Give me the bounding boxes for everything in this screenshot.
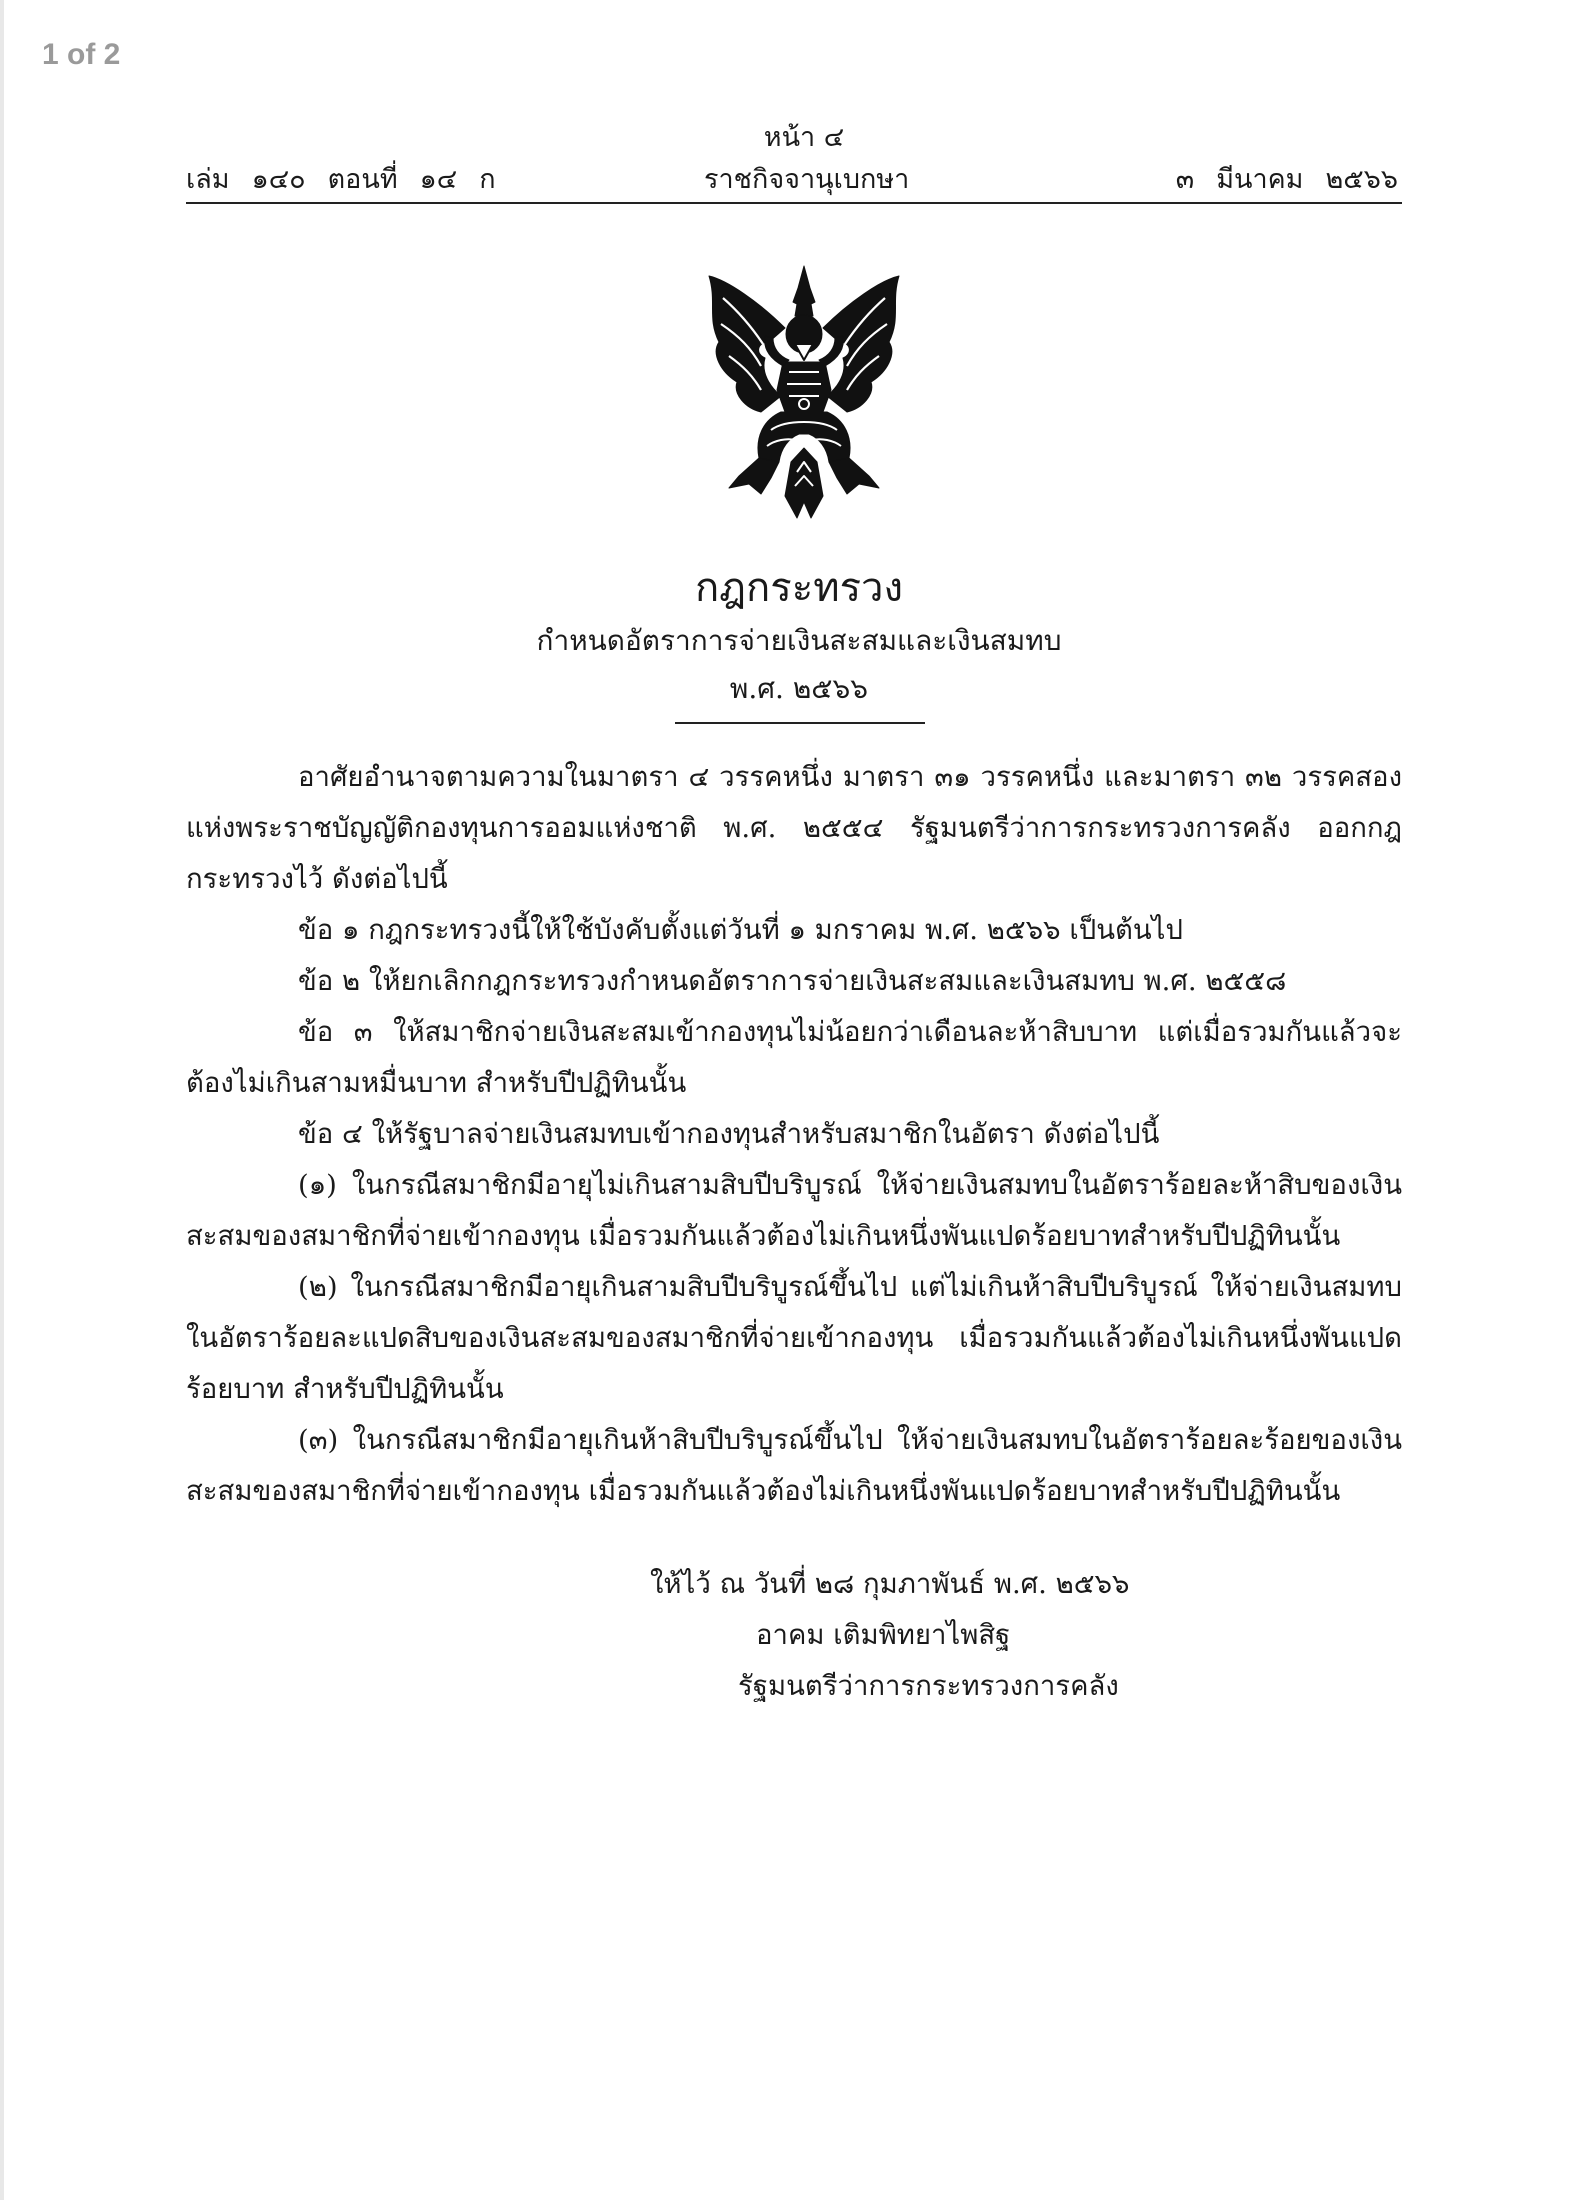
gazette-page [186,118,1402,1712]
gazette-date-day: ๓ [1175,164,1195,195]
clause-4-item-2: (๒) ในกรณีสมาชิกมีอายุเกินสามสิบปีบริบูรณ์ขึ้นไป แต่ไม่เกินห้าสิบปีบริบูรณ์ ให้จ่ายเงินสมทบในอัตราร้อยละแปดสิบของเงินสะสมของสมาชิกที่จ่ายเข้ากองทุน เมื่อรวมกันแล้วต้องไม่เกินหนึ่งพันแปดร้อยบาท สำหรับปีปฏิทินนั้น [186,1271,1402,1405]
gazette-date [1176,158,1398,202]
section-letter: ก [479,164,496,195]
clause-3: ข้อ ๓ ให้สมาชิกจ่ายเงินสะสมเข้ากองทุนไม่น้อยกว่าเดือนละห้าสิบบาท แต่เมื่อรวมกันแล้วจะต้องไม่เกินสามหมื่นบาท สำหรับปีปฏิทินนั้น [186,1016,1402,1099]
preamble-paragraph: อาศัยอำนาจตามความในมาตรา ๔ วรรคหนึ่ง มาตรา ๓๑ วรรคหนึ่ง และมาตรา ๓๒ วรรคสอง แห่งพระราชบัญญัติกองทุนการออมแห่งชาติ พ.ศ. ๒๕๕๔ รัฐมนตรีว่าการกระทรวงการคลัง ออกกฎกระทรวงไว้ ดังต่อไปนี้ [186,761,1402,895]
gazette-page-number: หน้า ๔ [763,122,845,153]
issue-label: ตอนที่ [327,164,398,195]
regulation-subtitle: กำหนดอัตราการจ่ายเงินสะสมและเงินสมทบ [536,624,1062,657]
volume-number: ๑๔๐ [251,164,306,195]
gazette-issue-info [186,158,518,202]
signature-date: ให้ไว้ ณ วันที่ ๒๘ กุมภาพันธ์ พ.ศ. ๒๕๖๖ [650,1568,1130,1600]
issue-number: ๑๔ [419,164,458,195]
garuda-emblem-icon [699,262,909,522]
signature-block [186,1559,1402,1712]
regulation-year: พ.ศ. ๒๕๖๖ [729,672,869,705]
clause-2: ข้อ ๒ ให้ยกเลิกกฎกระทรวงกำหนดอัตราการจ่ายเงินสะสมและเงินสมทบ พ.ศ. ๒๕๕๘ [298,965,1287,997]
gazette-header [186,158,1402,204]
volume-label: เล่ม [186,164,230,195]
gazette-name: ราชกิจจานุเบกษา [704,164,910,195]
page-indicator: 1 of 2 [42,38,121,71]
clause-4-item-3: (๓) ในกรณีสมาชิกมีอายุเกินห้าสิบปีบริบูรณ์ขึ้นไป ให้จ่ายเงินสมทบในอัตราร้อยละร้อยของเงินสะสมของสมาชิกที่จ่ายเข้ากองทุน เมื่อรวมกันแล้วต้องไม่เกินหนึ่งพันแปดร้อยบาทสำหรับปีปฏิทินนั้น [186,1424,1402,1507]
signatory-position: รัฐมนตรีว่าการกระทรวงการคลัง [738,1670,1119,1702]
title-divider [675,722,925,724]
regulation-title: กฎกระทรวง [694,565,904,611]
clause-4-item-1: (๑) ในกรณีสมาชิกมีอายุไม่เกินสามสิบปีบริบูรณ์ ให้จ่ายเงินสมทบในอัตราร้อยละห้าสิบของเงินสะสมของสมาชิกที่จ่ายเข้ากองทุน เมื่อรวมกันแล้วต้องไม่เกินหนึ่งพันแปดร้อยบาทสำหรับปีปฏิทินนั้น [186,1169,1402,1252]
gazette-date-month: มีนาคม [1216,164,1304,195]
emblem-container [206,262,1402,522]
gazette-date-year: ๒๕๖๖ [1325,164,1398,195]
clause-4: ข้อ ๔ ให้รัฐบาลจ่ายเงินสมทบเข้ากองทุนสำหรับสมาชิกในอัตรา ดังต่อไปนี้ [298,1118,1160,1150]
signatory-name: อาคม เติมพิทยาไพสิฐ [756,1619,1011,1651]
regulation-body [186,752,1402,1517]
viewer-left-edge [0,0,4,2200]
clause-1: ข้อ ๑ กฎกระทรวงนี้ให้ใช้บังคับตั้งแต่วันที่ ๑ มกราคม พ.ศ. ๒๕๖๖ เป็นต้นไป [298,914,1183,946]
